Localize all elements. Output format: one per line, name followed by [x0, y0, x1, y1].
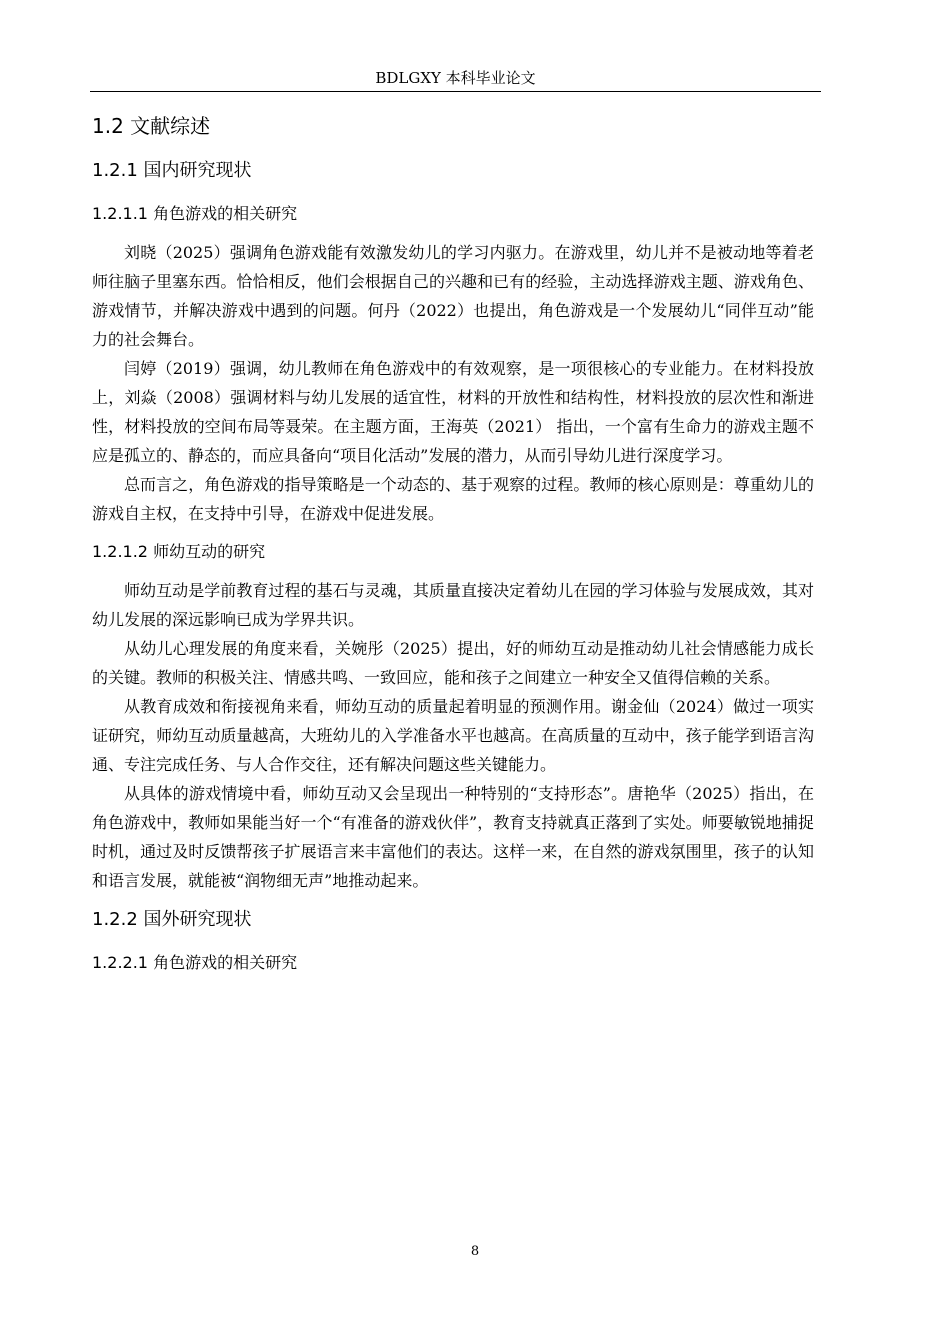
paragraph: 师幼互动是学前教育过程的基石与灵魂，其质量直接决定着幼儿在园的学习体验与发展成效，其对幼儿发展的深远影响已成为学界共识。 — [92, 581, 814, 629]
paragraph: 总而言之，角色游戏的指导策略是一个动态的、基于观察的过程。教师的核心原则是：尊重幼儿的游戏自主权，在支持中引导，在游戏中促进发展。 — [92, 475, 814, 523]
document-body — [92, 112, 814, 987]
section-heading-1-2-1: 1.2.1 国内研究现状 — [92, 160, 252, 181]
section-heading-1-2-1-1: 1.2.1.1 角色游戏的相关研究 — [92, 204, 298, 223]
page-header: BDLGXY 本科毕业论文 — [375, 69, 536, 87]
paragraph: 闫婷（2019）强调，幼儿教师在角色游戏中的有效观察，是一项很核心的专业能力。在材料投放上，刘焱（2008）强调材料与幼儿发展的适宜性，材料的开放性和结构性，材料投放的层次性和渐进性，材料投放的空间布局等聂荣。在主题方面，王海英（2021） 指出，一个富有生命力的游戏主题不应是孤立的、静态的，而应具备向“项目化活动”发展的潜力，从而引导幼儿进行深度学习。 — [92, 359, 814, 465]
paragraph: 从幼儿心理发展的角度来看，关婉彤（2025）提出，好的师幼互动是推动幼儿社会情感能力成长的关键。教师的积极关注、情感共鸣、一致回应，能和孩子之间建立一种安全又值得信赖的关系。 — [92, 639, 814, 687]
section-heading-1-2-2: 1.2.2 国外研究现状 — [92, 909, 252, 930]
paragraph: 刘晓（2025）强调角色游戏能有效激发幼儿的学习内驱力。在游戏里，幼儿并不是被动地等着老师往脑子里塞东西。恰恰相反，他们会根据自己的兴趣和已有的经验，主动选择游戏主题、游戏角色、游戏情节，并解决游戏中遇到的问题。何丹（2022）也提出，角色游戏是一个发展幼儿“同伴互动”能力的社会舞台。 — [92, 243, 814, 349]
paragraph: 从教育成效和衔接视角来看，师幼互动的质量起着明显的预测作用。谢金仙（2024）做过一项实证研究，师幼互动质量越高，大班幼儿的入学准备水平也越高。在高质量的互动中，孩子能学到语言沟通、专注完成任务、与人合作交往，还有解决问题这些关键能力。 — [92, 697, 814, 774]
header-divider — [90, 91, 821, 92]
page-number: 8 — [470, 1244, 480, 1259]
paragraph: 从具体的游戏情境中看，师幼互动又会呈现出一种特别的“支持形态”。唐艳华（2025）指出，在角色游戏中，教师如果能当好一个“有准备的游戏伙伴”，教育支持就真正落到了实处。师要敏锐地捕捉时机，通过及时反馈帮孩子扩展语言来丰富他们的表达。这样一来，在自然的游戏氛围里，孩子的认知和语言发展，就能被“润物细无声”地推动起来。 — [92, 784, 814, 890]
section-heading-1-2-2-1: 1.2.2.1 角色游戏的相关研究 — [92, 953, 298, 972]
section-heading-1-2: 1.2 文献综述 — [92, 114, 211, 138]
section-heading-1-2-1-2: 1.2.1.2 师幼互动的研究 — [92, 542, 266, 561]
